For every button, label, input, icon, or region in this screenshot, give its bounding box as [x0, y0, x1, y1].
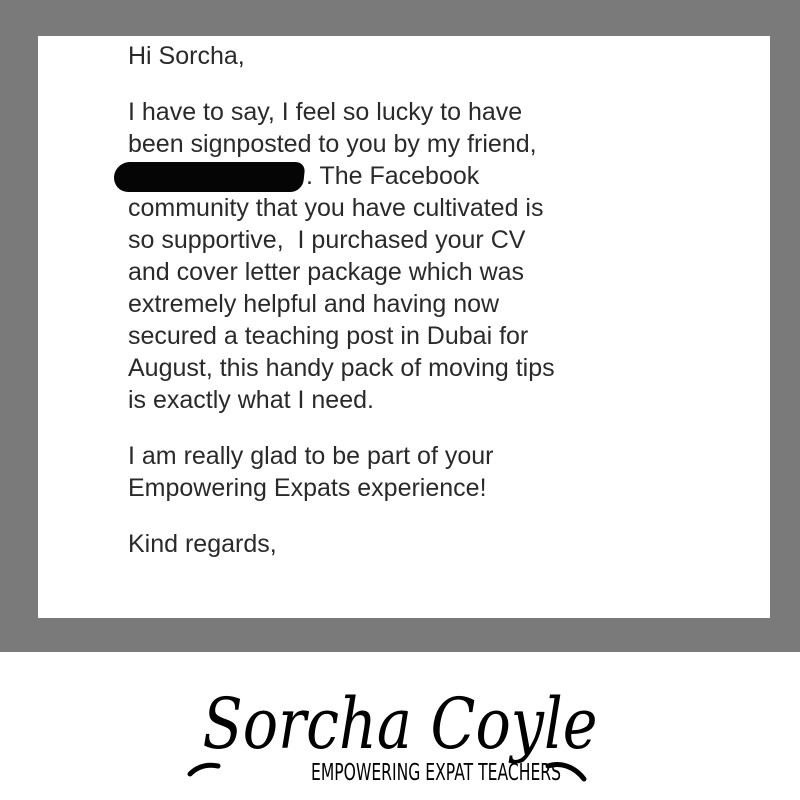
brand-name: Sorcha Coyle — [202, 683, 598, 765]
paragraph-2-line-2: Empowering Expats experience! — [128, 474, 487, 502]
brand-tagline: EMPOWERING EXPAT TEACHERS — [311, 760, 561, 786]
greeting: Hi Sorcha, — [128, 42, 245, 70]
paragraph-gap — [128, 72, 748, 96]
paragraph-1-line-8: secured a teaching post in Dubai for — [128, 322, 529, 350]
paragraph-2-line-1: I am really glad to be part of your — [128, 442, 494, 470]
paragraph-1-line-1: I have to say, I feel so lucky to have — [128, 98, 523, 126]
paragraph-1-line-3 — [128, 160, 748, 192]
paragraph-1-line-7: extremely helpful and having now — [128, 290, 500, 318]
logo-swash-left — [190, 765, 218, 774]
testimonial-card — [38, 36, 770, 618]
paragraph-1-line-9: August, this handy pack of moving tips — [128, 354, 555, 382]
redacted-name — [114, 162, 304, 192]
paragraph-1-line-3-text: . The Facebook — [306, 162, 480, 190]
testimonial-message — [128, 40, 748, 560]
paragraph-1-line-2: been signposted to you by my friend, — [128, 130, 537, 158]
paragraph-1-line-4: community that you have cultivated is — [128, 194, 544, 222]
brand-logo — [180, 670, 620, 795]
paragraph-gap — [128, 504, 748, 528]
paragraph-gap — [128, 416, 748, 440]
paragraph-1-line-6: and cover letter package which was — [128, 258, 525, 286]
paragraph-1-line-5: so supportive, I purchased your CV — [128, 226, 526, 254]
paragraph-1-line-10: is exactly what I need. — [128, 386, 374, 414]
signoff: Kind regards, — [128, 530, 277, 558]
